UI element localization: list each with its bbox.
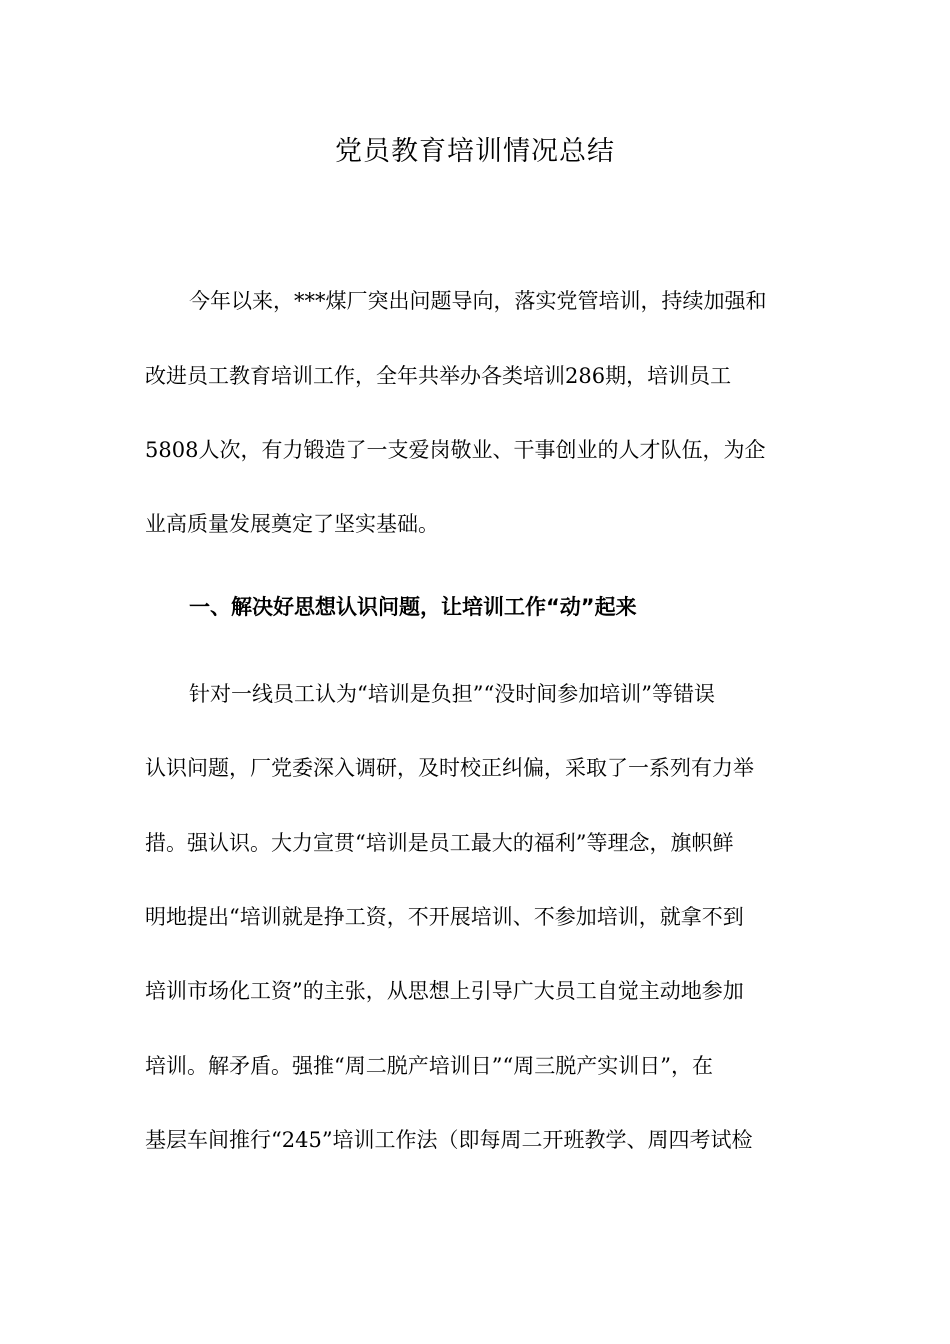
paragraph-2-line-6: 培训。解矛盾。强推“周二脱产培训日”“周三脱产实训日”，在 [145, 1054, 713, 1078]
paragraph-2-line-5: 培训市场化工资”的主张，从思想上引导广大员工自觉主动地参加 [145, 979, 744, 1003]
paragraph-2-line-7: 基层车间推行“245”培训工作法（即每周二开班教学、周四考试检 [145, 1128, 753, 1152]
paragraph-1-line-4: 业高质量发展奠定了坚实基础。 [145, 512, 439, 536]
paragraph-2-line-2: 认识问题，厂党委深入调研，及时校正纠偏，采取了一系列有力举 [145, 756, 754, 780]
paragraph-2-line-1: 针对一线员工认为“培训是负担”“没时间参加培训”等错误 [189, 682, 715, 706]
document-title: 党员教育培训情况总结 [335, 136, 615, 167]
paragraph-1-line-1: 今年以来，***煤厂突出问题导向，落实党管培训，持续加强和 [189, 289, 767, 313]
paragraph-2-line-3: 措。强认识。大力宣贯“培训是员工最大的福利”等理念，旗帜鲜 [145, 831, 734, 855]
paragraph-2-line-4: 明地提出“培训就是挣工资，不开展培训、不参加培训，就拿不到 [145, 905, 744, 929]
paragraph-1-line-2: 改进员工教育培训工作，全年共举办各类培训286期，培训员工 [145, 364, 732, 388]
section-heading-1: 一、解决好思想认识问题，让培训工作“动”起来 [189, 595, 637, 619]
paragraph-1-line-3: 5808人次，有力锻造了一支爱岗敬业、干事创业的人才队伍，为企 [145, 438, 766, 462]
